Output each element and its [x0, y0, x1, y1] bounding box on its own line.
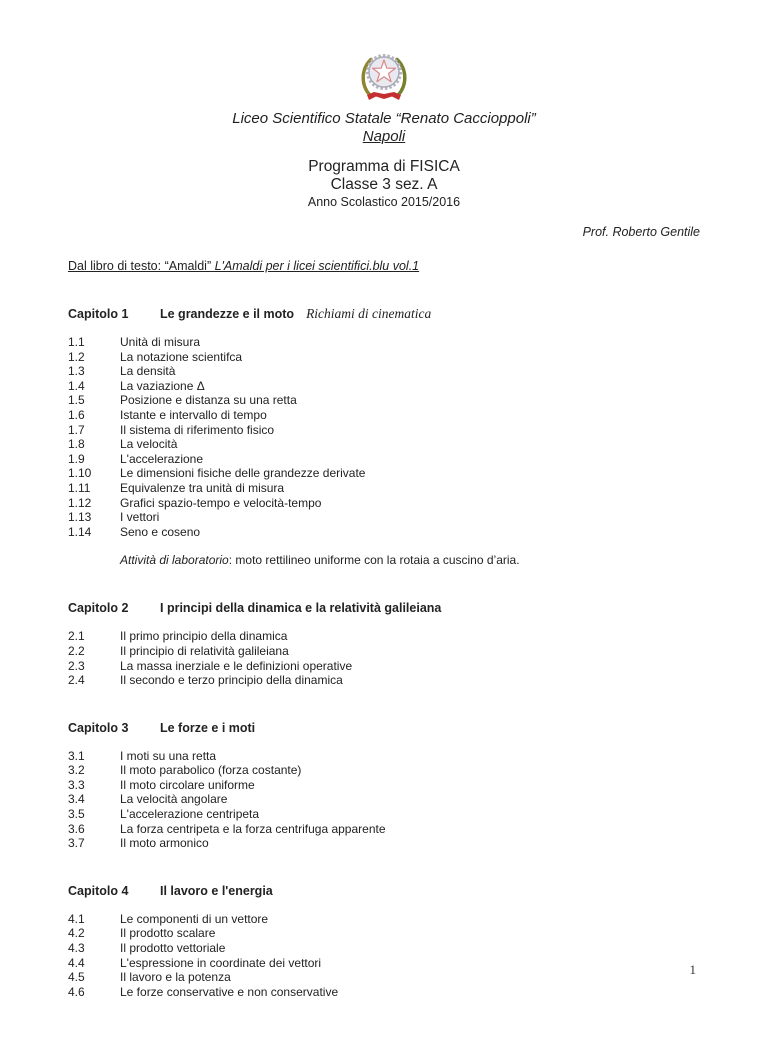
textbook-prefix: Dal libro di testo: “Amaldi” [68, 259, 215, 273]
item-title: Unità di misura [120, 335, 201, 349]
chapter-heading [68, 720, 700, 736]
lab-activity-text: : moto rettilineo uniforme con la rotaia a cuscino d’aria. [228, 553, 520, 568]
chapter-label: Capitolo 4 [68, 883, 129, 898]
chapter-items [68, 912, 700, 1000]
item-number: 1.4 [68, 378, 85, 393]
syllabus-item [68, 408, 700, 423]
chapter-heading [68, 306, 700, 322]
item-number: 3.6 [68, 821, 85, 836]
school-city: Napoli [362, 128, 406, 145]
syllabus-item [68, 335, 700, 350]
syllabus-item [68, 437, 700, 452]
chapter-note: Richiami di cinematica [306, 306, 432, 321]
program-title: Programma di FISICA [308, 158, 460, 175]
item-title: La densità [120, 364, 176, 379]
chapter-title: Le grandezze e il moto [160, 307, 295, 321]
item-title: La notazione scientifca [120, 349, 243, 364]
syllabus-item [68, 452, 700, 467]
chapter-heading [68, 600, 700, 616]
chapter-heading [68, 883, 700, 899]
item-title: Il principio di relatività galileiana [120, 643, 289, 658]
syllabus-item [68, 350, 700, 365]
item-number: 4.6 [68, 984, 85, 999]
syllabus-item [68, 926, 700, 941]
item-title: L'espressione in coordinate dei vettori [120, 955, 322, 970]
school-name: Liceo Scientifico Statale “Renato Caccioppoli” [232, 110, 536, 127]
item-title: La velocità [120, 437, 178, 452]
textbook-title: L'Amaldi per i licei scientifici.blu vol.1 [214, 259, 420, 273]
lab-activity-label: Attività di laboratorio [120, 553, 229, 568]
chapter-section-2 [68, 600, 700, 687]
item-number: 3.1 [68, 748, 85, 763]
syllabus-item [68, 956, 700, 971]
item-title: I moti su una retta [120, 748, 217, 763]
item-title: Il moto circolare uniforme [120, 777, 255, 792]
syllabus-item [68, 364, 700, 379]
item-number: 2.3 [68, 658, 85, 673]
syllabus-item [68, 970, 700, 985]
item-title: L'accelerazione centripeta [120, 807, 260, 822]
syllabus-item [68, 629, 700, 644]
item-title: Il sistema di riferimento fisico [120, 422, 275, 437]
chapter-section-1 [68, 306, 700, 568]
chapter-section-4 [68, 883, 700, 1000]
item-title: La forza centripeta e la forza centrifuga apparente [120, 821, 386, 836]
chapter-items [68, 749, 700, 851]
syllabus-item [68, 836, 700, 851]
syllabus-item [68, 985, 700, 1000]
syllabus-item [68, 912, 700, 927]
syllabus-item [68, 673, 700, 688]
syllabus-item [68, 749, 700, 764]
syllabus-item [68, 466, 700, 481]
chapter-section-3 [68, 720, 700, 851]
syllabus-item [68, 510, 700, 525]
document-page [0, 46, 768, 999]
syllabus-item [68, 792, 700, 807]
syllabus-item [68, 659, 700, 674]
item-number: 3.3 [68, 777, 85, 792]
chapter-items [68, 629, 700, 687]
syllabus-item [68, 379, 700, 394]
item-number: 1.8 [68, 437, 85, 452]
chapter-items [68, 335, 700, 539]
syllabus-item [68, 822, 700, 837]
item-number: 2.1 [68, 629, 85, 644]
chapter-label: Capitolo 3 [68, 720, 129, 735]
chapter-label: Capitolo 1 [68, 307, 129, 321]
item-title: Equivalenze tra unità di misura [120, 480, 285, 495]
lab-activity-line [68, 553, 700, 568]
item-title: La massa inerziale e le definizioni operative [120, 658, 353, 673]
item-number: 3.7 [68, 836, 85, 851]
item-number: 1.12 [68, 495, 92, 510]
item-number: 2.2 [68, 643, 85, 658]
item-title: Seno e coseno [120, 524, 201, 539]
syllabus-item [68, 778, 700, 793]
item-number: 1.13 [68, 510, 92, 525]
page-number: 1 [689, 962, 696, 977]
syllabus-item [68, 807, 700, 822]
item-title: Il moto parabolico (forza costante) [120, 763, 302, 778]
item-title: Le dimensioni fisiche delle grandezze derivate [120, 466, 366, 481]
item-number: 1.7 [68, 422, 85, 437]
item-number: 1.14 [68, 524, 92, 539]
item-number: 1.6 [68, 407, 85, 422]
school-year: Anno Scolastico 2015/2016 [307, 195, 461, 209]
syllabus-item [68, 423, 700, 438]
chapter-label: Capitolo 2 [68, 601, 129, 616]
class-line: Classe 3 sez. A [330, 176, 438, 193]
item-number: 1.1 [68, 335, 85, 349]
item-number: 1.3 [68, 364, 85, 379]
item-number: 1.2 [68, 349, 85, 364]
item-number: 1.11 [68, 480, 91, 495]
emblem-of-italy-icon [359, 46, 409, 104]
chapter-title: I principi della dinamica e la relatività galileiana [160, 601, 442, 616]
item-number: 4.5 [68, 970, 85, 985]
textbook-line [68, 259, 700, 274]
chapter-title: Le forze e i moti [160, 720, 256, 735]
item-title: Il lavoro e la potenza [120, 970, 231, 985]
item-title: Il moto armonico [120, 836, 209, 851]
item-title: Il primo principio della dinamica [120, 629, 288, 644]
syllabus-item [68, 941, 700, 956]
school-logo [68, 46, 700, 109]
item-title: Le forze conservative e non conservative [120, 984, 339, 999]
item-title: Istante e intervallo di tempo [120, 407, 267, 422]
syllabus-item [68, 481, 700, 496]
item-number: 2.4 [68, 673, 85, 688]
item-title: I vettori [120, 510, 160, 525]
item-number: 1.9 [68, 451, 85, 466]
syllabus-item [68, 525, 700, 540]
professor-name: Prof. Roberto Gentile [582, 225, 700, 239]
item-title: Il secondo e terzo principio della dinamica [120, 673, 343, 688]
syllabus-item [68, 763, 700, 778]
item-number: 3.2 [68, 763, 85, 778]
item-title: Il prodotto scalare [120, 926, 216, 941]
item-number: 4.1 [68, 911, 85, 926]
item-title: L'accelerazione [120, 451, 204, 466]
item-title: Il prodotto vettoriale [120, 941, 226, 956]
item-number: 3.4 [68, 792, 85, 807]
item-title: La vaziazione Δ [120, 378, 205, 393]
item-number: 1.10 [68, 466, 92, 481]
syllabus-item [68, 496, 700, 511]
item-number: 4.4 [68, 955, 85, 970]
item-title: Grafici spazio-tempo e velocità-tempo [120, 495, 322, 510]
item-number: 4.2 [68, 926, 85, 941]
chapter-title: Il lavoro e l'energia [160, 883, 273, 898]
item-number: 3.5 [68, 807, 85, 822]
item-title: Posizione e distanza su una retta [120, 393, 297, 408]
syllabus-item [68, 644, 700, 659]
item-title: La velocità angolare [120, 792, 228, 807]
item-number: 1.5 [68, 393, 85, 408]
item-title: Le componenti di un vettore [120, 911, 269, 926]
item-number: 4.3 [68, 941, 85, 956]
syllabus-item [68, 393, 700, 408]
